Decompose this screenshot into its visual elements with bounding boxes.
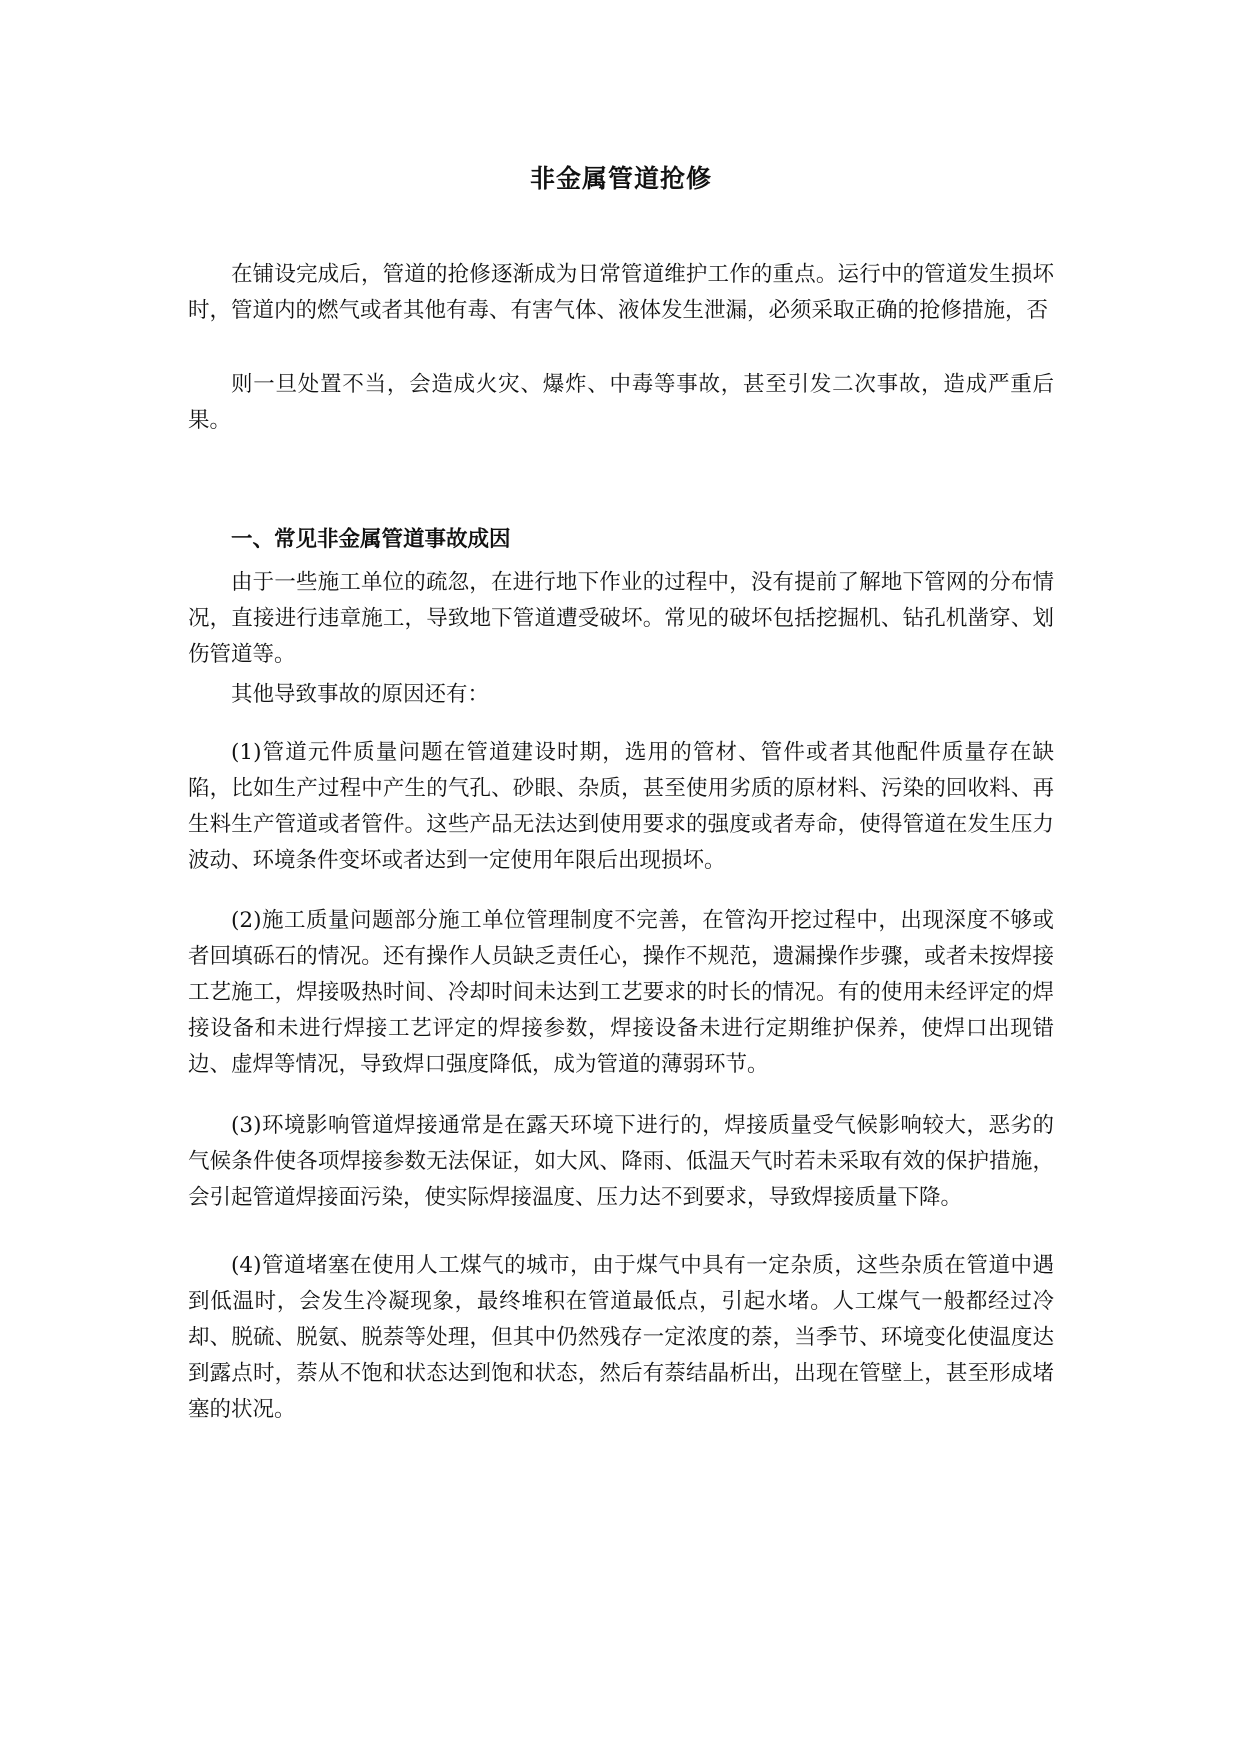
document-title: 非金属管道抢修	[529, 164, 712, 193]
section-heading: 一、常见非金属管道事故成因	[231, 527, 511, 552]
section-paragraph-2: 其他导致事故的原因还有：	[231, 682, 490, 707]
section-paragraph-3: (1)管道元件质量问题在管道建设时期，选用的管材、管件或者其他配件质量存在缺陷，比如生产过程中产生的气孔、砂眼、杂质，甚至使用劣质的原材料、污染的回收料、再生料生产管道或者管件。这些产品无法达到使用要求的强度或者寿命，使得管道在发生压力波动、环境条件变坏或者达到一定使用年限后出现损坏。	[188, 740, 1054, 873]
section-paragraph-6: (4)管道堵塞在使用人工煤气的城市，由于煤气中具有一定杂质，这些杂质在管道中遇到低温时，会发生冷凝现象，最终堆积在管道最低点，引起水堵。人工煤气一般都经过冷却、脱硫、脱氨、脱萘等处理，但其中仍然残存一定浓度的萘，当季节、环境变化使温度达到露点时，萘从不饱和状态达到饱和状态，然后有萘结晶析出，出现在管壁上，甚至形成堵塞的状况。	[188, 1253, 1054, 1422]
section-paragraph-1: 由于一些施工单位的疏忽，在进行地下作业的过程中，没有提前了解地下管网的分布情况，直接进行违章施工，导致地下管道遭受破坏。常见的破坏包括挖掘机、钻孔机凿穿、划伤管道等。	[188, 570, 1054, 667]
section-paragraph-5: (3)环境影响管道焊接通常是在露天环境下进行的，焊接质量受气候影响较大，恶劣的气候条件使各项焊接参数无法保证，如大风、降雨、低温天气时若未采取有效的保护措施，会引起管道焊接面污染，使实际焊接温度、压力达不到要求，导致焊接质量下降。	[188, 1113, 1054, 1210]
intro-paragraph-2: 则一旦处置不当，会造成火灾、爆炸、中毒等事故，甚至引发二次事故，造成严重后果。	[188, 372, 1054, 433]
intro-paragraph-1: 在铺设完成后，管道的抢修逐渐成为日常管道维护工作的重点。运行中的管道发生损坏时，管道内的燃气或者其他有毒、有害气体、液体发生泄漏，必须采取正确的抢修措施，否	[188, 262, 1054, 323]
section-paragraph-4: (2)施工质量问题部分施工单位管理制度不完善，在管沟开挖过程中，出现深度不够或者回填砾石的情况。还有操作人员缺乏责任心，操作不规范，遗漏操作步骤，或者未按焊接工艺施工，焊接吸热时间、冷却时间未达到工艺要求的时长的情况。有的使用未经评定的焊接设备和未进行焊接工艺评定的焊接参数，焊接设备未进行定期维护保养，使焊口出现错边、虚焊等情况，导致焊口强度降低，成为管道的薄弱环节。	[188, 908, 1054, 1077]
